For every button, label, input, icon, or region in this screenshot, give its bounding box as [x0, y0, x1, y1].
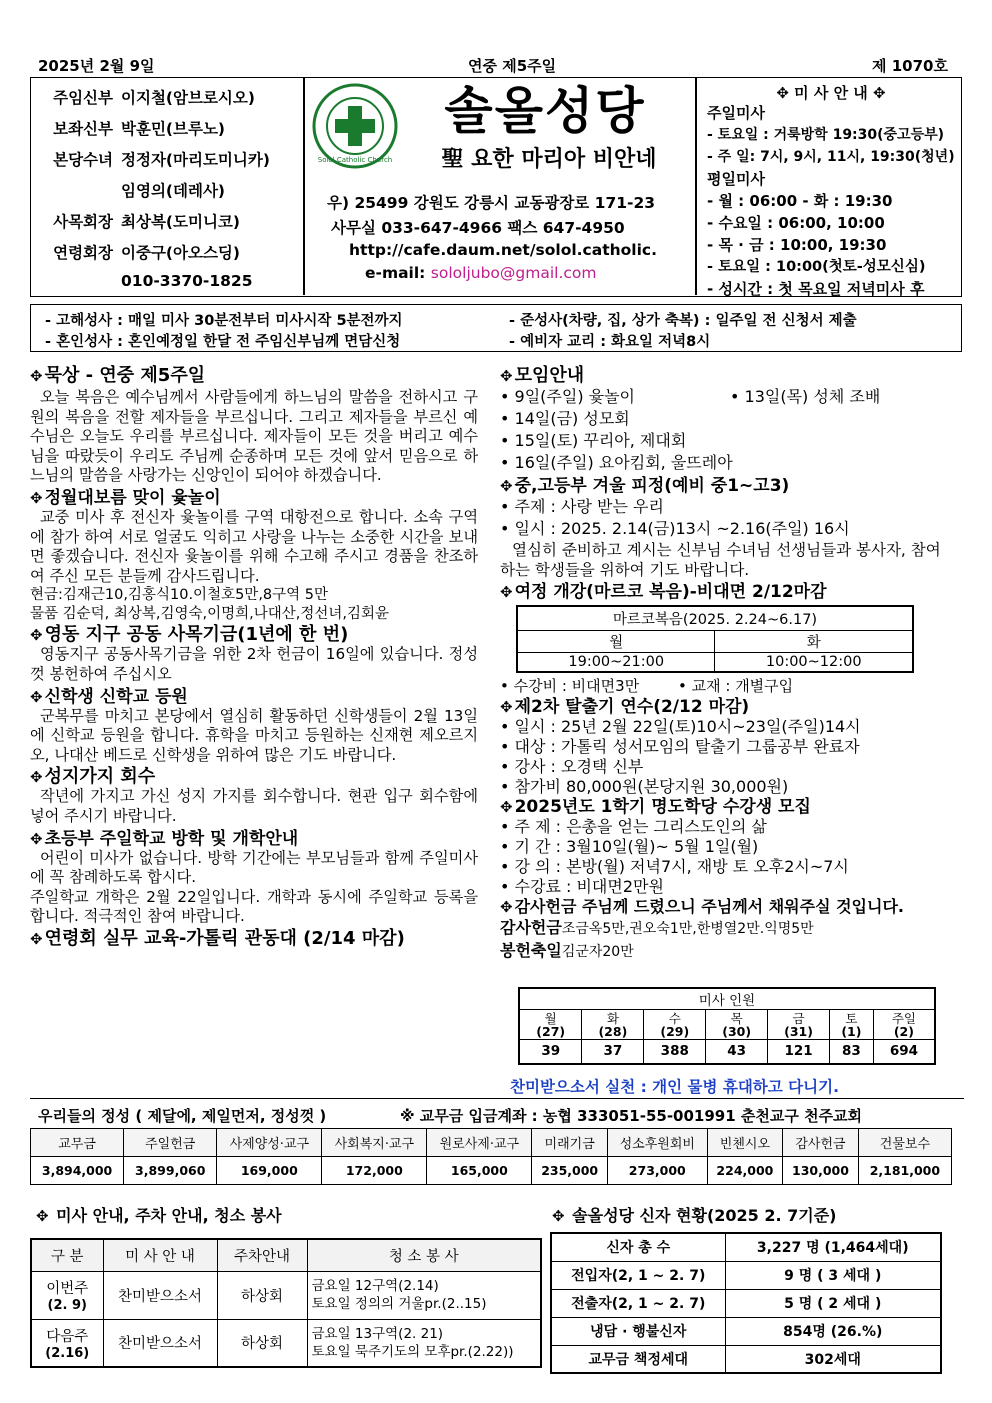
section-title: ✥ 중,고등부 겨울 피정(예비 중1~고3): [500, 476, 790, 496]
members-title: ✥ 솔올성당 신자 현황(2025 2. 7기준): [552, 1206, 837, 1225]
campaign-slogan: 찬미받으소서 실천 : 개인 물병 휴대하고 다니기.: [510, 1078, 839, 1096]
cross-icon: ✥: [500, 583, 513, 601]
mass-title: ✥ 미 사 안 내 ✥: [776, 84, 886, 102]
members-table: [550, 1232, 942, 1374]
cross-icon: ✥: [500, 798, 513, 816]
clergy-row: 사목회장 최상복(도미니코): [53, 213, 240, 231]
offering-value-cell: 130,000: [783, 1157, 859, 1185]
offering-header-cell: 건물보수: [858, 1129, 951, 1157]
section-title: ✥ 신학생 신학교 등원: [30, 686, 188, 707]
cross-icon: ✥: [30, 488, 43, 507]
meeting-item: • 9일(주일) 윷놀이 • 13일(목) 성체 조배: [500, 386, 952, 408]
offering-value-cell: 224,000: [707, 1157, 783, 1185]
diamond-icon: ✥: [776, 84, 789, 102]
sunday-school-text: 주일학교 개학은 2월 22일입니다. 개학과 동시에 주일학교 등록을 합니다. 적극적인 참여 바랍니다.: [30, 887, 478, 926]
divider: [695, 78, 697, 295]
parish-address: 우) 25499 강원도 강릉시 교동광장로 171-23: [327, 194, 656, 212]
clergy-row: 주임신부 이지철(암브로시오): [53, 89, 255, 107]
parish-logo: [311, 82, 399, 170]
offering-header-cell: 사제양성·교구: [217, 1129, 322, 1157]
attendance-day-cell: 주일 (2): [873, 1010, 935, 1040]
attendance-count-cell: 121: [768, 1040, 830, 1064]
patron-saint: 聖 요한 마리아 비안네: [441, 147, 657, 172]
retreat-item: • 참가비 80,000원(본당지원 30,000원): [500, 777, 952, 797]
attendance-count-cell: 43: [706, 1040, 768, 1064]
right-column: [500, 366, 952, 963]
donation-line: 현금:김재근10,김홍식10.이철호5만,8구역 5만: [30, 587, 329, 604]
members-row: 냉담 · 행불신자 854명 (26.%): [551, 1317, 941, 1345]
section-title: ✥ 묵상 - 연중 제5주일: [30, 365, 206, 386]
offering-header-cell: 교무금: [31, 1129, 124, 1157]
retreat-item: • 일시 : 25년 2월 22일(토)10시~23일(주일)14시: [500, 717, 952, 737]
masthead: [30, 77, 962, 297]
bible-fee-row: • 수강비 : 비대면3만 • 교재 : 개별구입: [500, 676, 952, 697]
cross-icon: ✥: [30, 929, 43, 948]
offering-header-row: [31, 1129, 952, 1157]
cross-icon: ✥: [30, 626, 43, 645]
attendance-day-cell: 토 (1): [830, 1010, 874, 1040]
week-cell: 이번주 (2. 9): [31, 1271, 103, 1319]
attendance-count-cell: 37: [582, 1040, 644, 1064]
section-title: ✥ 제2차 탈출기 연수(2/12 마감): [500, 697, 750, 717]
attendance-counts-row: [519, 1040, 935, 1064]
attendance-days-row: [519, 1010, 935, 1040]
attendance-day-cell: 화 (28): [582, 1010, 644, 1040]
divider: [30, 1098, 964, 1099]
cross-icon: ✥: [500, 367, 513, 385]
section-title: ✥ 초등부 주일학교 방학 및 개학안내: [30, 828, 299, 849]
issue-date: 2025년 2월 9일: [38, 57, 155, 75]
parish-cafe-link[interactable]: http://cafe.daum.net/solol.catholic.: [349, 241, 657, 259]
clergy-row: 보좌신부 박훈민(브루노): [53, 120, 226, 138]
divider: [303, 78, 305, 295]
service-row: 이번주 (2. 9) 찬미받으소서 하상회 금요일 12구역(2.14) 토요일 정의의 거울pr.(2..15): [31, 1271, 541, 1319]
week-cell: 다음주 (2.16): [31, 1319, 103, 1367]
members-row: 교무금 책정세대 302세대: [551, 1345, 941, 1373]
attendance-count-cell: 388: [644, 1040, 706, 1064]
liturgical-week: 연중 제5주일: [468, 57, 557, 75]
meeting-item: • 16일(주일) 요아킴회, 울뜨레아: [500, 452, 952, 474]
offering-header-cell: 빈첸시오: [707, 1129, 783, 1157]
members-row: 전입자(2, 1 ~ 2. 7) 9 명 ( 3 세대 ): [551, 1261, 941, 1289]
palm-text: 작년에 가지고 가신 성지 가지를 회수합니다. 현관 입구 회수함에 넣어 주시기 바랍니다.: [30, 787, 478, 825]
fund-text: 영동지구 공동사목기금을 위한 2차 헌금이 16일에 있습니다. 정성껏 봉헌하여 주십시오: [30, 645, 478, 683]
section-title: ✥ 여정 개강(마르코 복음)-비대면 2/12마감: [500, 582, 827, 602]
yut-text: 교중 미사 후 전신자 윷놀이를 구역 대항전으로 합니다. 소속 구역에 참가 하여 서로 얼굴도 익히고 사랑을 나누는 소중한 시간을 보내면 좋겠습니다. 전신자 윷놀이를 위해 수고해 주시고 경품을 찬조하여 주신 모든 분들께 감사드립니다.: [30, 507, 478, 585]
email-link[interactable]: sololjubo@gmail.com: [430, 264, 597, 282]
camp-date: • 일시 : 2025. 2.14(금)13시 ~2.16(주일) 16시: [500, 518, 952, 540]
cross-icon: ✥: [500, 698, 513, 716]
school-item: • 주 제 : 은총을 얻는 그리스도인의 삶: [500, 817, 952, 837]
clergy-row: 연령회장 이중구(아오스딩): [53, 244, 240, 262]
section-title: ✥ 감사헌금 주님께 드렸으니 주님께서 채워주실 것입니다.: [500, 897, 904, 916]
service-table: 구 분 미 사 안 내 주차안내 청 소 봉 사 이번주 (2. 9) 찬미받으소서 하상회 금요일 12구역(2.14) 토요일 정의의 거울pr.(2..15) 다음주 (2.16) 찬미받으소서 하상회 금요일 13구역(2. 21) 토요일 묵주기도의 모후pr.(2.22)): [30, 1238, 542, 1368]
attendance-count-cell: 694: [873, 1040, 935, 1064]
attendance-count-cell: 39: [519, 1040, 582, 1064]
church-seal-icon: [311, 82, 399, 170]
camp-theme: • 주제 : 사랑 받는 우리: [500, 496, 952, 518]
diamond-icon: ✥: [873, 84, 886, 102]
svg-text:Solol Catholic Church: Solol Catholic Church: [317, 156, 393, 164]
offering-value-cell: 169,000: [217, 1157, 322, 1185]
retreat-item: • 강사 : 오경택 신부: [500, 757, 952, 777]
offering-header-cell: 원로사제·교구: [427, 1129, 532, 1157]
offering-header-cell: 성소후원회비: [607, 1129, 707, 1157]
section-title: ✥ 연령회 실무 교육-가톨릭 관동대 (2/14 마감): [30, 927, 405, 949]
offering-header-cell: 감사헌금: [783, 1129, 859, 1157]
parish-name: 솔올성당: [444, 82, 646, 140]
left-column: [30, 366, 478, 949]
thanks-offering: 감사헌금조금옥5만,권오숙1만,한병열2만.익명5만: [500, 918, 814, 937]
bible-schedule-table: 마르코복음(2025. 2.24~6.17) 월 화 19:00~21:00 10:00~12:00: [516, 605, 914, 673]
attendance-day-cell: 수 (29): [644, 1010, 706, 1040]
feast-offering: 봉헌축일김군자20만: [500, 941, 634, 960]
service-row: 다음주 (2.16) 찬미받으소서 하상회 금요일 13구역(2. 21) 토요일 묵주기도의 모후pr.(2.22)): [31, 1319, 541, 1367]
meditation-text: 오늘 복음은 예수님께서 사람들에게 하느님의 말씀을 전하시고 구원의 복음을 전할 제자들을 부르십니다. 그리고 제자들을 부르신 예수님은 오늘도 우리를 부르십니다. 제자들이 모든 것을 버리고 예수님을 따랐듯이 우리도 주님께 순종하며 모든 것에 앞서 믿음으로 하느님의 말씀을 사랑가는 신앙인이 되어야 하겠습니다.: [30, 388, 478, 485]
donation-line: 물품 김순덕, 최상복,김영숙,이명희,나대산,정선녀,김회윤: [30, 606, 390, 623]
camp-text: 열심히 준비하고 계시는 신부님 수녀님 선생님들과 봉사자, 참여하는 학생들을 위하여 기도 바랍니다.: [500, 541, 941, 579]
offering-table: [30, 1128, 952, 1185]
school-item: • 기 간 : 3월10일(월)~ 5월 1일(월): [500, 837, 952, 857]
offering-header-cell: 주일헌금: [124, 1129, 217, 1157]
bank-account: ※ 교무금 입금계좌 : 농협 333051-55-001991 춘천교구 천주교회: [400, 1107, 863, 1125]
section-title: ✥ 정월대보름 맞이 윷놀이: [30, 487, 221, 508]
cross-icon: ✥: [30, 687, 43, 706]
parish-email: e-mail: sololjubo@gmail.com: [365, 264, 597, 282]
school-item: • 강 의 : 본방(월) 저녁7시, 재방 토 오후2시~7시: [500, 857, 952, 877]
clergy-list: [37, 86, 301, 303]
offering-value-cell: 2,181,000: [858, 1157, 951, 1185]
mass-schedule: 주일미사 - 토요일 : 거룩방학 19:30(중고등부) - 주 일: 7시, 9시, 11시, 19:30(청년) 평일미사 - 월 : 06:00 - 화 : 19:30 - 수요일 : 06:00, 10:00 - 목 · 금 : 10:00, 19:30 - 토요일 : 10:00(첫토-성모신심) - 성시간 : 첫 목요일 저녁미사 후: [707, 104, 955, 298]
cross-icon: ✥: [36, 1207, 49, 1225]
clergy-row: 010-3370-1825: [121, 272, 253, 290]
offering-value-cell: 165,000: [427, 1157, 532, 1185]
parish-phone: 사무실 033-647-4966 팩스 647-4950: [331, 219, 625, 237]
service-title: ✥ 미사 안내, 주차 안내, 청소 봉사: [36, 1206, 282, 1225]
clergy-row: 임영의(데레사): [121, 182, 226, 200]
offering-value-cell: 3,899,060: [124, 1157, 217, 1185]
members-row: 신자 총 수 3,227 명 (1,464세대): [551, 1233, 941, 1261]
offering-value-cell: 3,894,000: [31, 1157, 124, 1185]
offering-values-row: [31, 1157, 952, 1185]
offering-value-cell: 172,000: [322, 1157, 427, 1185]
retreat-item: • 대상 : 가톨릭 성서모임의 탈출기 그룹공부 완료자: [500, 737, 952, 757]
clergy-row: 본당수녀 정정자(마리도미니카): [53, 151, 270, 169]
sacrament-notices: - 고해성사 : 매일 미사 30분전부터 미사시작 5분전까지 - 준성사(차량, 집, 상가 축복) : 일주일 전 신청서 제출 - 혼인성사 : 혼인예정일 한달 전 주임신부님께 면담신청 - 예비자 교리 : 화요일 저녁8시: [30, 304, 962, 352]
school-item: • 수강료 : 비대면2만원: [500, 877, 952, 897]
meeting-item: • 15일(토) 꾸리아, 제대회: [500, 430, 952, 452]
offering-header-cell: 사회복지·교구: [322, 1129, 427, 1157]
section-title: ✥ 성지가지 회수: [30, 766, 156, 788]
mass-attendance-table: 미사 인원 월 (27) 화 (28) 수 (29) 목 (30) 금 (31) 토 (1) 주일 (2) 39 37 388 43 121 83 694: [518, 987, 936, 1065]
offering-value-cell: 273,000: [607, 1157, 707, 1185]
attendance-day-cell: 금 (31): [768, 1010, 830, 1040]
cross-icon: ✥: [500, 477, 513, 495]
cross-icon: ✥: [30, 768, 43, 787]
sunday-school-text: 어린이 미사가 없습니다. 방학 기간에는 부모님들과 함께 주일미사에 꼭 참례하도록 합시다.: [30, 848, 478, 887]
attendance-day-cell: 월 (27): [519, 1010, 582, 1040]
members-row: 전출자(2, 1 ~ 2. 7) 5 명 ( 2 세대 ): [551, 1289, 941, 1317]
section-title: ✥ 2025년도 1학기 명도학당 수강생 모집: [500, 797, 811, 817]
meeting-item: • 14일(금) 성모회: [500, 408, 952, 430]
attendance-day-cell: 목 (30): [706, 1010, 768, 1040]
offering-value-cell: 235,000: [532, 1157, 608, 1185]
cross-icon: ✥: [30, 367, 43, 385]
seminary-text: 군복무를 마치고 본당에서 열심히 활동하던 신학생들이 2월 13일에 신학교 등원을 합니다. 휴학을 마치고 등원하는 신재현 제오르지오, 나대산 베드로 신학생을 위하여 많은 기도 바랍니다.: [30, 706, 478, 764]
cross-icon: ✥: [500, 898, 513, 916]
section-title: ✥ 모임안내: [500, 365, 585, 386]
attendance-count-cell: 83: [830, 1040, 874, 1064]
section-title: ✥ 영동 지구 공동 사목기금(1년에 한 번): [30, 624, 349, 646]
offering-title: 우리들의 정성 ( 제달에, 제일먼저, 정성껏 ): [38, 1107, 327, 1125]
offering-header-cell: 미래기금: [532, 1129, 608, 1157]
cross-icon: ✥: [30, 829, 43, 848]
cross-icon: ✥: [552, 1207, 565, 1225]
issue-number: 제 1070호: [872, 57, 948, 75]
